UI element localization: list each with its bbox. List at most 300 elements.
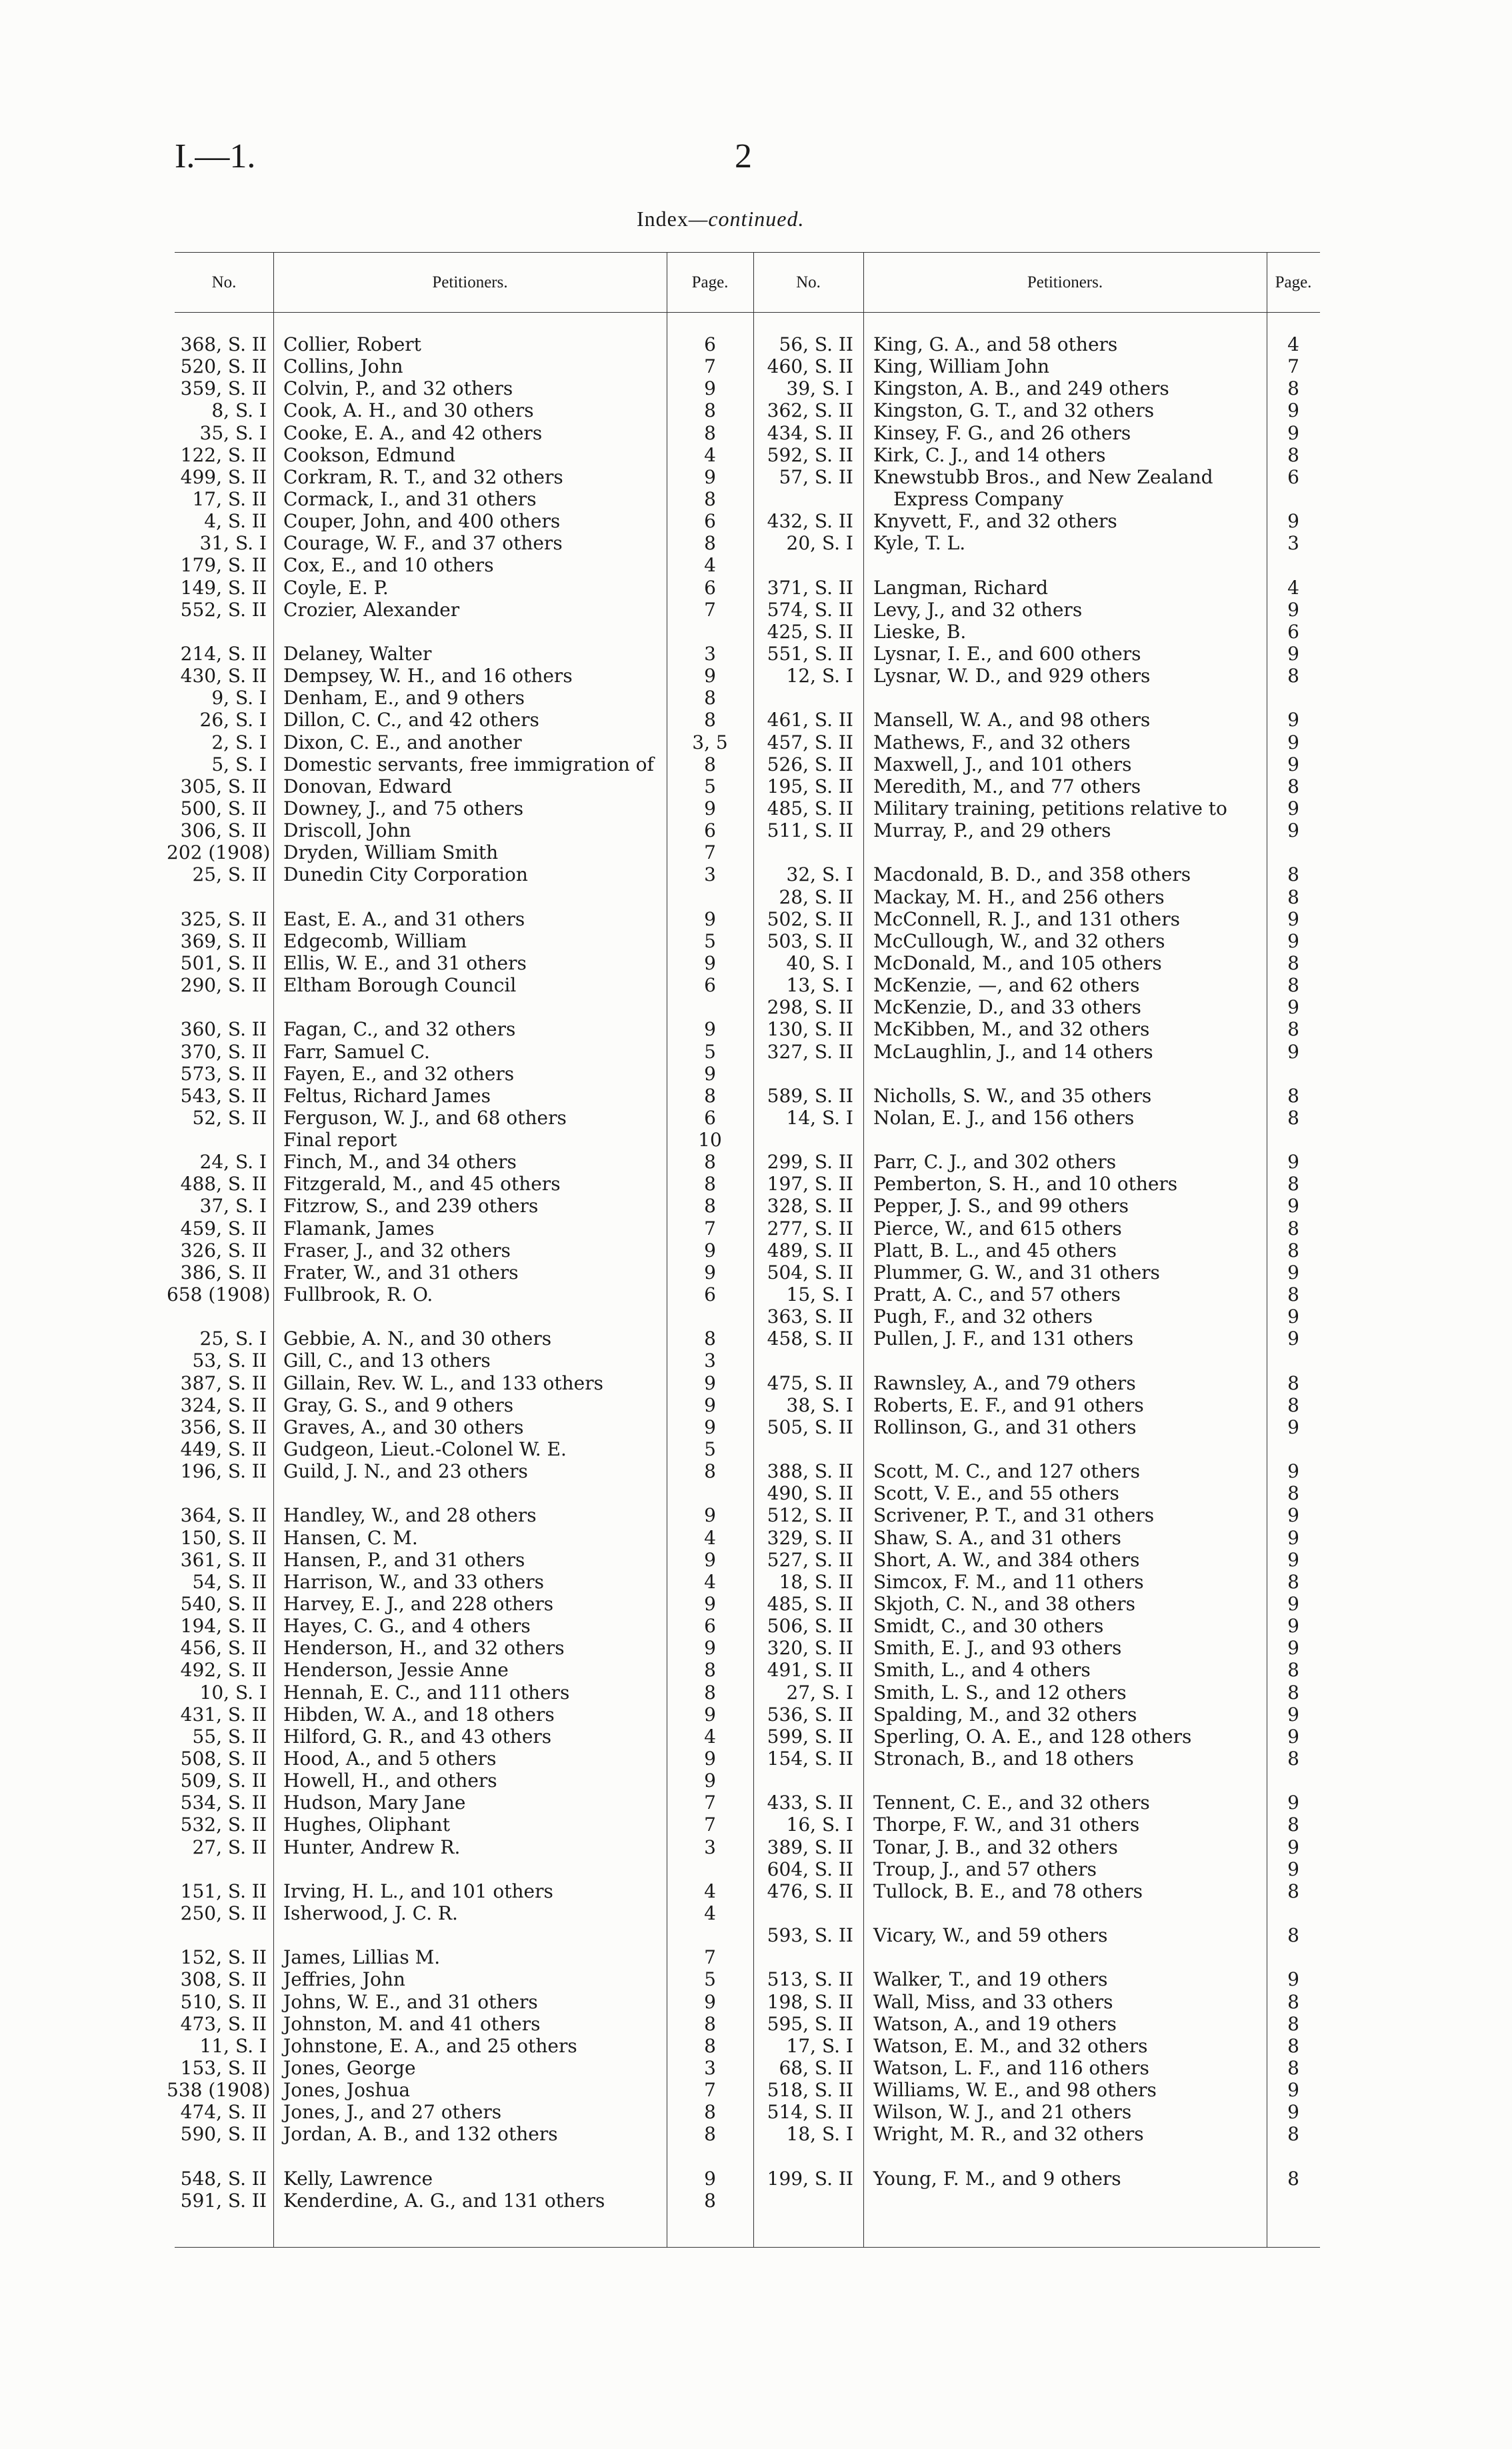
petition-number: 149, S. II xyxy=(180,576,267,599)
petitioner-name: Cookson, Edmund xyxy=(283,443,456,466)
page-reference: 9 xyxy=(704,1703,716,1726)
page-reference: 9 xyxy=(704,951,716,974)
page-reference: 9 xyxy=(1287,1968,1299,1991)
index-row xyxy=(753,1615,1320,1637)
petitioner-name: Knewstubb Bros., and New Zealand xyxy=(873,465,1213,488)
petitioner-name: Mackay, M. H., and 256 others xyxy=(873,885,1165,908)
petition-number: 543, S. II xyxy=(180,1084,267,1107)
index-row xyxy=(167,1659,733,1681)
page-reference: 4 xyxy=(704,443,716,466)
petitioner-name: Smith, L. S., and 12 others xyxy=(873,1681,1127,1704)
page-reference: 8 xyxy=(1287,1659,1299,1682)
spacer-row xyxy=(167,1306,733,1328)
petition-number: 431, S. II xyxy=(180,1703,267,1726)
petitioner-name: Lieske, B. xyxy=(873,620,967,643)
left-header-no: No. xyxy=(211,273,237,291)
petitioner-name: McKenzie, —, and 62 others xyxy=(873,974,1140,997)
petitioner-name: Hughes, Oliphant xyxy=(283,1814,450,1836)
index-row xyxy=(167,1416,733,1438)
petitioner-name: Ferguson, W. J., and 68 others xyxy=(283,1106,567,1129)
table-top-rule xyxy=(175,252,1320,253)
page-reference: 9 xyxy=(1287,731,1299,753)
petition-number: 150, S. II xyxy=(180,1526,267,1549)
index-row xyxy=(167,554,733,576)
petition-number: 20, S. I xyxy=(786,532,853,555)
page-reference: 8 xyxy=(1287,863,1299,886)
page-reference: 9 xyxy=(1287,1836,1299,1858)
page-reference: 7 xyxy=(704,598,716,621)
petition-number: 503, S. II xyxy=(767,929,853,952)
page-reference: 9 xyxy=(704,1018,716,1041)
petitioner-name: McKenzie, D., and 33 others xyxy=(873,996,1141,1019)
index-row xyxy=(167,1792,733,1814)
petitioner-name: Roberts, E. F., and 91 others xyxy=(873,1394,1144,1416)
petition-number: 364, S. II xyxy=(180,1504,267,1527)
index-row xyxy=(753,2079,1320,2101)
page-reference: 9 xyxy=(704,907,716,930)
petition-number: 599, S. II xyxy=(767,1725,853,1748)
index-row xyxy=(167,399,733,421)
petition-number: 195, S. II xyxy=(767,775,853,797)
index-row xyxy=(753,1991,1320,2013)
page-reference: 4 xyxy=(704,1570,716,1593)
petition-number: 473, S. II xyxy=(180,2012,267,2035)
page-reference: 8 xyxy=(1287,1018,1299,1041)
petitioner-name: Scott, M. C., and 127 others xyxy=(873,1460,1140,1483)
index-row xyxy=(753,1637,1320,1659)
petition-number: 457, S. II xyxy=(767,731,853,753)
page-reference: 9 xyxy=(704,797,716,819)
page-reference: 6 xyxy=(704,1106,716,1129)
petitioner-name: Meredith, M., and 77 others xyxy=(873,775,1141,797)
page-reference: 9 xyxy=(1287,996,1299,1019)
index-row xyxy=(167,1240,733,1262)
left-index-column xyxy=(167,333,733,2212)
petition-number: 199, S. II xyxy=(767,2167,853,2190)
index-row xyxy=(167,2168,733,2190)
petition-number: 589, S. II xyxy=(767,1084,853,1107)
petitioner-name: Tullock, B. E., and 78 others xyxy=(873,1880,1143,1902)
petition-number: 386, S. II xyxy=(180,1261,267,1284)
spacer-row xyxy=(167,1482,733,1504)
petitioner-name: Driscoll, John xyxy=(283,819,411,842)
spacer-row xyxy=(753,1902,1320,1924)
page-reference: 8 xyxy=(1287,1482,1299,1505)
petitioner-name: McLaughlin, J., and 14 others xyxy=(873,1040,1153,1063)
petition-number: 514, S. II xyxy=(767,2101,853,2124)
petition-number: 152, S. II xyxy=(180,1946,267,1969)
petitioner-name: Pierce, W., and 615 others xyxy=(873,1217,1122,1240)
petition-number: 520, S. II xyxy=(180,355,267,378)
petitioner-name: Dempsey, W. H., and 16 others xyxy=(283,665,573,687)
petition-number: 658 (1908) xyxy=(167,1284,271,1306)
index-row xyxy=(167,1107,733,1129)
petitioner-name: Gill, C., and 13 others xyxy=(283,1350,491,1372)
petitioner-name: Howell, H., and others xyxy=(283,1770,497,1792)
index-row xyxy=(753,1571,1320,1593)
spacer-row xyxy=(753,1438,1320,1460)
petition-number: 591, S. II xyxy=(180,2189,267,2212)
index-row xyxy=(753,1306,1320,1328)
petitioner-name: McConnell, R. J., and 131 others xyxy=(873,907,1180,930)
petitioner-name: Finch, M., and 34 others xyxy=(283,1151,517,1173)
petitioner-name: Williams, W. E., and 98 others xyxy=(873,2079,1157,2102)
page-reference: 4 xyxy=(704,1526,716,1549)
index-row xyxy=(753,1858,1320,1880)
petition-number: 434, S. II xyxy=(767,421,853,444)
index-row xyxy=(167,1504,733,1526)
index-row xyxy=(753,1704,1320,1726)
index-row xyxy=(167,355,733,377)
petitioner-name: Walker, T., and 19 others xyxy=(873,1968,1108,1991)
petition-number: 510, S. II xyxy=(180,1990,267,2013)
page-reference: 8 xyxy=(1287,1681,1299,1704)
petition-number: 512, S. II xyxy=(767,1504,853,1527)
petition-number: 39, S. I xyxy=(786,377,853,400)
index-row xyxy=(167,1129,733,1151)
index-row xyxy=(753,1262,1320,1284)
index-row xyxy=(167,333,733,355)
petition-number: 432, S. II xyxy=(767,510,853,533)
page-reference: 9 xyxy=(704,377,716,400)
petition-number: 4, S. II xyxy=(204,510,267,533)
page-reference: 4 xyxy=(704,1725,716,1748)
index-row xyxy=(753,1041,1320,1063)
petitioner-name: Fullbrook, R. O. xyxy=(283,1284,433,1306)
petition-number: 474, S. II xyxy=(180,2101,267,2124)
petition-number: 329, S. II xyxy=(767,1526,853,1549)
index-row xyxy=(167,1836,733,1858)
page-reference: 4 xyxy=(1287,333,1299,355)
petition-number: 526, S. II xyxy=(767,753,853,775)
petition-number: 197, S. II xyxy=(767,1173,853,1195)
petitioner-name: Watson, L. F., and 116 others xyxy=(873,2056,1149,2079)
petitioner-name: Johnston, M. and 41 others xyxy=(283,2012,541,2035)
page-reference: 8 xyxy=(704,687,716,709)
petition-number: 299, S. II xyxy=(767,1151,853,1173)
index-row xyxy=(753,399,1320,421)
index-row xyxy=(753,577,1320,599)
page-reference: 5 xyxy=(704,1438,716,1461)
petition-number: 604, S. II xyxy=(767,1858,853,1880)
page-reference: 8 xyxy=(1287,1239,1299,1262)
petition-number: 459, S. II xyxy=(180,1217,267,1240)
index-row xyxy=(753,422,1320,444)
petitioner-name: Rollinson, G., and 31 others xyxy=(873,1416,1137,1438)
petitioner-name: Flamank, James xyxy=(283,1217,435,1240)
page-reference: 8 xyxy=(1287,1106,1299,1129)
page-reference: 6 xyxy=(704,974,716,997)
index-row xyxy=(167,577,733,599)
index-row xyxy=(753,1460,1320,1482)
petitioner-name: Pratt, A. C., and 57 others xyxy=(873,1284,1121,1306)
index-row xyxy=(753,1880,1320,1902)
index-row xyxy=(753,2101,1320,2123)
index-row xyxy=(753,1659,1320,1681)
index-row xyxy=(167,1593,733,1615)
petitioner-name: Pullen, J. F., and 131 others xyxy=(873,1328,1134,1350)
index-row xyxy=(753,797,1320,819)
page-reference: 8 xyxy=(704,2012,716,2035)
petitioner-name: Pemberton, S. H., and 10 others xyxy=(873,1173,1178,1195)
page-reference: 9 xyxy=(704,1062,716,1085)
petitioner-name: Fitzrow, S., and 239 others xyxy=(283,1195,539,1217)
page-reference: 8 xyxy=(704,1681,716,1704)
index-row xyxy=(167,1041,733,1063)
page-reference: 3 xyxy=(704,1350,716,1372)
petitioner-name: Johnstone, E. A., and 25 others xyxy=(283,2034,577,2057)
petitioner-name: Cooke, E. A., and 42 others xyxy=(283,421,543,444)
page-reference: 9 xyxy=(704,1416,716,1438)
petitioner-name: Wall, Miss, and 33 others xyxy=(873,1990,1113,2013)
page-reference: 4 xyxy=(1287,576,1299,599)
petitioner-name: Guild, J. N., and 23 others xyxy=(283,1460,528,1483)
petitioner-name: Gebbie, A. N., and 30 others xyxy=(283,1328,552,1350)
spacer-row xyxy=(753,2146,1320,2168)
page-reference: 9 xyxy=(704,1261,716,1284)
petition-number: 196, S. II xyxy=(180,1460,267,1483)
index-row xyxy=(753,819,1320,841)
petitioner-name: Cook, A. H., and 30 others xyxy=(283,399,534,422)
petition-number: 506, S. II xyxy=(767,1615,853,1638)
petition-number: 55, S. II xyxy=(192,1725,267,1748)
index-row xyxy=(753,643,1320,665)
page-reference: 9 xyxy=(704,1770,716,1792)
petition-number: 326, S. II xyxy=(180,1239,267,1262)
petitioner-name: Fitzgerald, M., and 45 others xyxy=(283,1173,561,1195)
petitioner-name: Handley, W., and 28 others xyxy=(283,1504,537,1527)
petitioner-name: Kyle, T. L. xyxy=(873,532,966,555)
petition-number: 122, S. II xyxy=(180,443,267,466)
index-row xyxy=(753,1195,1320,1217)
index-row xyxy=(167,1615,733,1637)
petitioner-name: Cox, E., and 10 others xyxy=(283,554,494,577)
petition-number: 456, S. II xyxy=(180,1637,267,1660)
index-row xyxy=(167,1063,733,1085)
petition-number: 508, S. II xyxy=(180,1748,267,1770)
index-row xyxy=(753,974,1320,996)
index-row xyxy=(753,1726,1320,1748)
petition-number: 327, S. II xyxy=(767,1040,853,1063)
page-reference: 9 xyxy=(1287,510,1299,533)
page-reference: 8 xyxy=(704,2189,716,2212)
petition-number: 548, S. II xyxy=(180,2167,267,2190)
page-reference: 9 xyxy=(1287,1615,1299,1638)
petition-number: 369, S. II xyxy=(180,929,267,952)
page-reference: 3 xyxy=(1287,532,1299,555)
petitioner-name: Henderson, H., and 32 others xyxy=(283,1637,565,1660)
petitioner-name: Plummer, G. W., and 31 others xyxy=(873,1261,1160,1284)
petition-number: 305, S. II xyxy=(180,775,267,797)
petition-number: 574, S. II xyxy=(767,598,853,621)
index-row xyxy=(167,1217,733,1240)
index-row xyxy=(167,1195,733,1217)
page-reference: 9 xyxy=(1287,907,1299,930)
page-reference: 9 xyxy=(1287,929,1299,952)
index-row xyxy=(167,377,733,399)
petition-number: 425, S. II xyxy=(767,620,853,643)
petition-number: 10, S. I xyxy=(199,1681,267,1704)
index-row xyxy=(167,908,733,930)
petition-number: 16, S. I xyxy=(786,1814,853,1836)
page-reference: 8 xyxy=(704,2123,716,2146)
petitioner-name: Spalding, M., and 32 others xyxy=(873,1703,1137,1726)
page-reference: 9 xyxy=(1287,1261,1299,1284)
petition-number: 518, S. II xyxy=(767,2079,853,2102)
page-reference: 9 xyxy=(1287,1460,1299,1483)
index-row xyxy=(167,775,733,797)
petition-number: 308, S. II xyxy=(180,1968,267,1991)
petition-number: 460, S. II xyxy=(767,355,853,378)
petitioner-name: McDonald, M., and 105 others xyxy=(873,951,1162,974)
index-row xyxy=(753,709,1320,731)
petition-number: 534, S. II xyxy=(180,1792,267,1814)
page-reference: 9 xyxy=(1287,1637,1299,1660)
petitioner-name: Knyvett, F., and 32 others xyxy=(873,510,1117,533)
petitioner-name: Irving, H. L., and 101 others xyxy=(283,1880,553,1902)
petition-number: 387, S. II xyxy=(180,1372,267,1394)
petition-number: 433, S. II xyxy=(767,1792,853,1814)
petitioner-name: Dryden, William Smith xyxy=(283,841,499,864)
petition-number: 53, S. II xyxy=(192,1350,267,1372)
petitioner-name: Colvin, P., and 32 others xyxy=(283,377,513,400)
petitioner-name: Hunter, Andrew R. xyxy=(283,1836,461,1858)
petition-number: 5, S. I xyxy=(211,753,267,775)
page-reference: 7 xyxy=(704,1217,716,1240)
index-row xyxy=(753,2013,1320,2035)
petitioner-name: Dixon, C. E., and another xyxy=(283,731,522,753)
petition-number: 324, S. II xyxy=(180,1394,267,1416)
petitioner-name: Macdonald, B. D., and 358 others xyxy=(873,863,1191,886)
page-reference: 9 xyxy=(704,2167,716,2190)
petition-number: 320, S. II xyxy=(767,1637,853,1660)
petition-number: 328, S. II xyxy=(767,1195,853,1217)
index-row xyxy=(167,665,733,687)
petitioner-name: Fayen, E., and 32 others xyxy=(283,1062,515,1085)
petitioner-name: Express Company xyxy=(893,487,1064,510)
page-reference: 8 xyxy=(704,753,716,775)
petition-number: 502, S. II xyxy=(767,907,853,930)
page-reference: 8 xyxy=(1287,1217,1299,1240)
petitioner-name: Stronach, B., and 18 others xyxy=(873,1748,1134,1770)
index-row xyxy=(753,355,1320,377)
index-row xyxy=(753,1682,1320,1704)
petition-number: 18, S. I xyxy=(786,2123,853,2146)
page-reference: 8 xyxy=(1287,443,1299,466)
index-row xyxy=(753,1018,1320,1040)
index-row xyxy=(753,1924,1320,1946)
index-row xyxy=(753,444,1320,466)
index-row xyxy=(167,466,733,488)
petition-number: 356, S. II xyxy=(180,1416,267,1438)
petitioner-name: Eltham Borough Council xyxy=(283,974,517,997)
petition-number: 250, S. II xyxy=(180,1902,267,1924)
petitioner-name: East, E. A., and 31 others xyxy=(283,907,525,930)
petition-number: 57, S. II xyxy=(779,465,853,488)
petitioner-name: Jones, Joshua xyxy=(283,2079,411,2102)
page-reference: 9 xyxy=(704,1372,716,1394)
page-reference: 8 xyxy=(1287,1570,1299,1593)
page-reference: 8 xyxy=(704,532,716,555)
petition-number: 24, S. I xyxy=(199,1151,267,1173)
page-reference: 9 xyxy=(1287,1504,1299,1527)
petitioner-name: Hilford, G. R., and 43 others xyxy=(283,1725,552,1748)
spacer-row xyxy=(753,554,1320,576)
index-row xyxy=(753,1527,1320,1549)
page-reference: 8 xyxy=(1287,1990,1299,2013)
petitioner-name: Crozier, Alexander xyxy=(283,598,460,621)
page-reference: 9 xyxy=(1287,1792,1299,1814)
index-row xyxy=(167,1549,733,1571)
petitioner-name: Military training, petitions relative to xyxy=(873,797,1227,819)
index-row xyxy=(167,863,733,885)
index-row xyxy=(753,731,1320,753)
petition-number: 488, S. II xyxy=(180,1173,267,1195)
petition-number: 277, S. II xyxy=(767,1217,853,1240)
index-row xyxy=(167,2190,733,2212)
index-row xyxy=(167,599,733,621)
petition-number: 130, S. II xyxy=(767,1018,853,1041)
petitioner-name: Vicary, W., and 59 others xyxy=(873,1924,1108,1947)
petition-number: 179, S. II xyxy=(180,554,267,577)
page-reference: 6 xyxy=(704,819,716,842)
page-reference: 5 xyxy=(704,775,716,797)
index-row xyxy=(167,1438,733,1460)
index-row xyxy=(167,930,733,952)
index-row xyxy=(167,2123,733,2145)
page-reference: 8 xyxy=(1287,2123,1299,2146)
spacer-row xyxy=(753,1129,1320,1151)
page-reference: 9 xyxy=(1287,1416,1299,1438)
index-row xyxy=(753,1394,1320,1416)
page-reference: 9 xyxy=(1287,1151,1299,1173)
petition-number: 527, S. II xyxy=(767,1548,853,1571)
index-row xyxy=(167,532,733,554)
index-row xyxy=(753,863,1320,885)
index-row xyxy=(167,1372,733,1394)
index-row xyxy=(167,1770,733,1792)
page-reference: 8 xyxy=(704,1173,716,1195)
petition-number: 306, S. II xyxy=(180,819,267,842)
index-row xyxy=(167,1085,733,1107)
index-row xyxy=(753,1372,1320,1394)
petition-number: 485, S. II xyxy=(767,797,853,819)
petitioner-name: Watson, A., and 19 others xyxy=(873,2012,1117,2035)
page-reference: 8 xyxy=(704,1084,716,1107)
petitioner-name: Hood, A., and 5 others xyxy=(283,1748,497,1770)
page-reference: 6 xyxy=(704,1284,716,1306)
index-row xyxy=(753,466,1320,488)
petitioner-name: Isherwood, J. C. R. xyxy=(283,1902,458,1924)
index-row xyxy=(167,819,733,841)
index-row xyxy=(167,1991,733,2013)
petitioner-name: Maxwell, J., and 101 others xyxy=(873,753,1132,775)
petition-number: 11, S. I xyxy=(199,2034,267,2057)
page-reference: 5 xyxy=(704,1968,716,1991)
index-row xyxy=(753,1748,1320,1770)
page-reference: 8 xyxy=(704,1460,716,1483)
petition-number: 513, S. II xyxy=(767,1968,853,1991)
petition-number: 505, S. II xyxy=(767,1416,853,1438)
petitioner-name: Hudson, Mary Jane xyxy=(283,1792,466,1814)
index-row xyxy=(753,1085,1320,1107)
petitioner-name: Fraser, J., and 32 others xyxy=(283,1239,511,1262)
petition-number: 37, S. I xyxy=(199,1195,267,1217)
page-reference: 8 xyxy=(1287,1173,1299,1195)
petitioner-name: Kingston, G. T., and 32 others xyxy=(873,399,1155,422)
petitioner-name: Coyle, E. P. xyxy=(283,576,389,599)
page-reference: 8 xyxy=(1287,1084,1299,1107)
